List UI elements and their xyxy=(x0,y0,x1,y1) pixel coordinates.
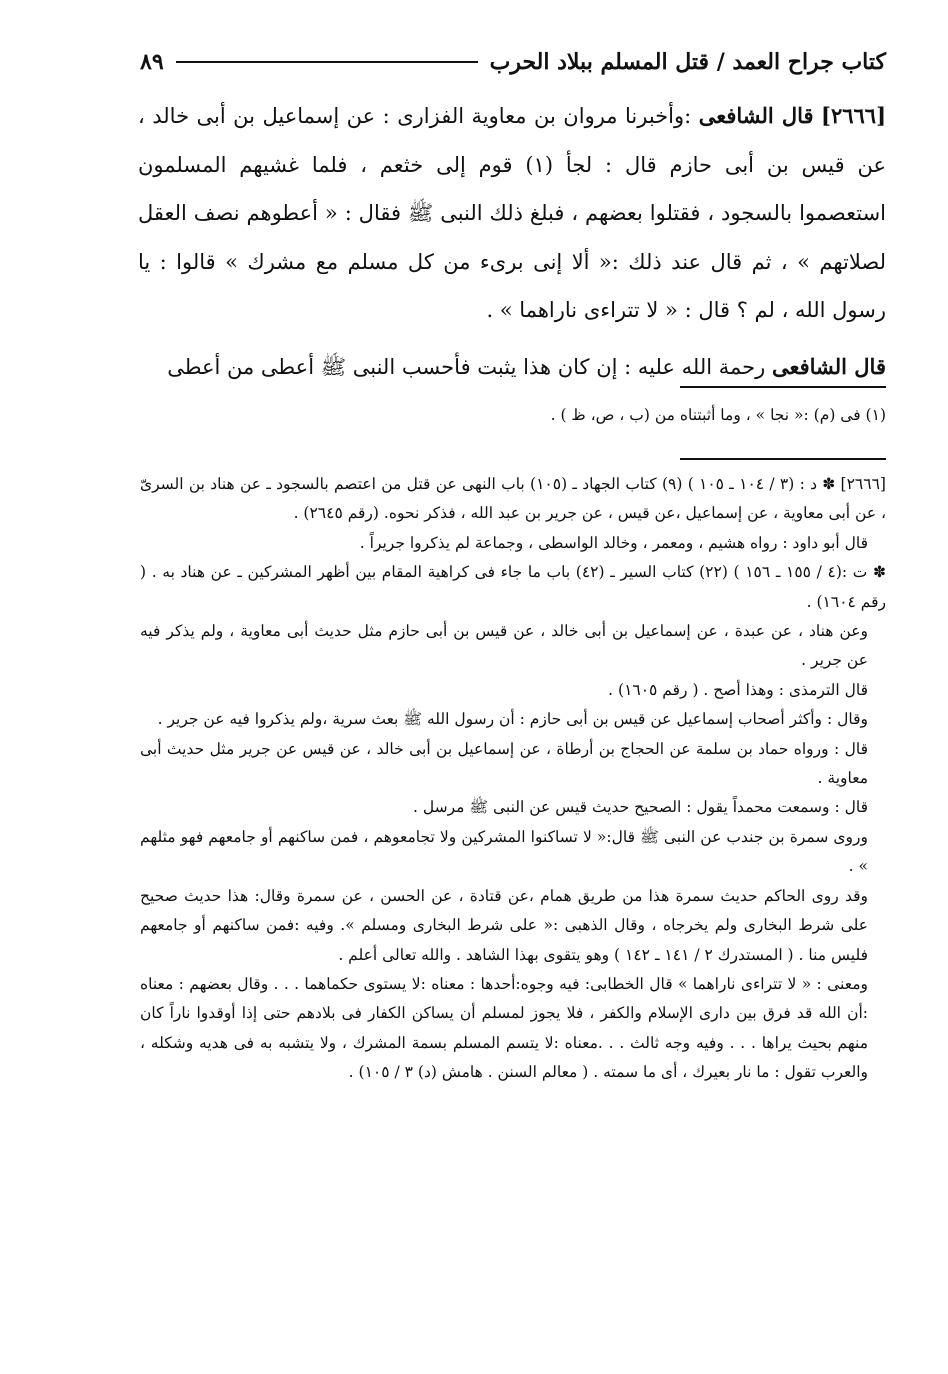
speaker-label: قال الشافعى xyxy=(698,103,814,128)
ref-item: قال أبو داود : رواه هشيم ، ومعمر ، وخالد الواسطى ، وجماعة لم يذكروا جريراً . xyxy=(359,533,868,552)
ref-item: وروى سمرة بن جندب عن النبى ﷺ قال:« لا تساكنوا المشركين ولا تجامعوهم ، فمن ساكنهم أو جامعهم فهو مثلهم » . xyxy=(140,827,868,876)
footnote: (١) فى (م) :« نجا » ، وما أثبتناه من (ب ، ص، ظ ) . xyxy=(550,406,886,424)
running-header xyxy=(140,44,886,80)
hadith-number: [٢٦٦٦] xyxy=(821,103,886,128)
ref-item: ومعنى : « لا تتراءى ناراهما » قال الخطابى: فيه وجوه:أحدها : معناه :لا يستوى حكماهما . . . وقال بعضهم : معناه :أن الله قد فرق بين دارى الإسلام والكفر ، فلا يجوز لمسلم أن يساكن الكفار فى بلادهم حتى إذا أوقدوا ناراً كان منهم بحيث يراها . . . وفيه وجه ثالث . . .معناه :لا يتسم المسلم بسمة المشرك ، ولا يتشبه به فى هديه وشكله ، والعرب تقول : ما نار بعيرك ، أى ما سمته . ( معالم السنن . هامش (د) ٣ / ١٠٥) . xyxy=(140,974,868,1082)
header-rule xyxy=(176,61,478,63)
ref-item: قال : وسمعت محمداً يقول : الصحيح حديث قيس عن النبى ﷺ مرسل . xyxy=(413,798,868,817)
references-rule xyxy=(680,458,886,460)
references-section xyxy=(140,470,886,1088)
hadith-text: :وأخبرنا مروان بن معاوية الفزارى : عن إسماعيل بن أبى خالد ، عن قيس بن أبى حازم قال : لجأ (١) قوم إلى خثعم ، فلما غشيهم المسلمون استعصموا بالسجود ، فقتلوا بعضهم ، فبلغ ذلك النبى ﷺ فقال : « أعطوهم نصف العقل لصلاتهم » ، ثم قال عند ذلك :« ألا إنى برىء من كل مسلم مع مشرك » قالوا : يا رسول الله ، لم ؟ قال : « لا تتراءى ناراهما » . xyxy=(138,104,886,322)
ref-item: قال : ورواه حماد بن سلمة عن الحجاج بن أرطاة ، عن إسماعيل بن أبى خالد ، عن قيس عن جرير مثل حديث أبى معاوية . xyxy=(140,739,868,788)
ref-item: وقد روى الحاكم حديث سمرة هذا من طريق همام ،عن قتادة ، عن الحسن ، عن سمرة وقال: هذا حديث صحيح على شرط البخارى ولم يخرجاه ، وقال الذهبى :« على شرط البخارى ومسلم ». وفيه :فمن ساكنهم أو جامعهم فليس منا . ( المستدرك ٢ / ١٤١ ـ ١٤٢ ) وهو يتقوى بهذا الشاهد . والله تعالى أعلم . xyxy=(140,886,868,964)
main-text xyxy=(138,92,886,391)
chapter-title: كتاب جراح العمد / قتل المسلم ببلاد الحرب xyxy=(489,49,886,75)
speaker-label-2: قال الشافعى xyxy=(771,353,886,379)
paragraph-2666 xyxy=(138,92,886,335)
ref-item: ✽ ت :(٤ / ١٥٥ ـ ١٥٦ ) (٢٢) كتاب السير ـ (٤٢) باب ما جاء فى كراهية المقام بين أظهر المشركين ـ عن هناد به . ( رقم ١٦٠٤) . xyxy=(140,563,886,611)
ref-item: وقال : وأكثر أصحاب إسماعيل عن قيس بن أبى حازم : أن رسول الله ﷺ بعث سرية ،ولم يذكروا فيه عن جرير . xyxy=(157,710,868,729)
ref-item: قال الترمذى : وهذا أصح . ( رقم ١٦٠٥) . xyxy=(608,680,868,699)
footnote-rule xyxy=(680,386,886,388)
ref-item: وعن هناد ، عن عبدة ، عن إسماعيل بن أبى خالد ، عن قيس بن أبى حازم مثل حديث أبى معاوية ، ولم يذكر فيه عن جرير . xyxy=(140,622,868,670)
ref-item: [٢٦٦٦] ✽ د : (٣ / ١٠٤ ـ ١٠٥ ) (٩) كتاب الجهاد ـ (١٠٥) باب النهى عن قتل من اعتصم بالسجود ـ عن هناد بن السرىّ ، عن أبى معاوية ، عن إسماعيل ،عن قيس ، عن جرير بن عبد الله ، فذكر نحوه. (رقم ٢٦٤٥) . xyxy=(140,475,886,523)
comment-text: رحمة الله عليه : إن كان هذا يثبت فأحسب النبى ﷺ أعطى من أعطى xyxy=(167,354,772,379)
shafii-comment xyxy=(138,343,886,392)
page-number: ٨٩ xyxy=(140,49,164,75)
